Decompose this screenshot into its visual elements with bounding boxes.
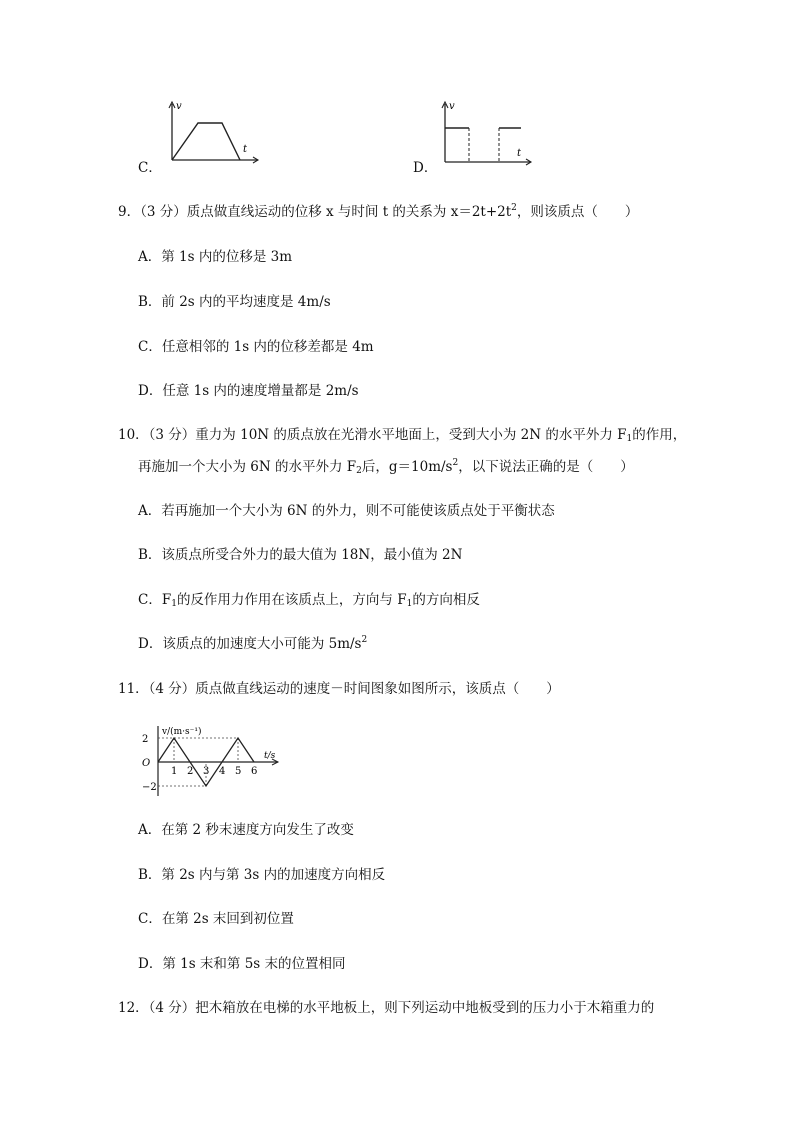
question-10-option-c: [138, 588, 480, 609]
axis-v-label-c: v: [176, 101, 182, 112]
option-c-label: C．: [138, 160, 162, 176]
q10-optc-sub2: 1: [406, 599, 413, 609]
y-tick-label: −2: [142, 782, 157, 793]
question-10-stem-line2: [138, 455, 634, 476]
x-tick-label: 4: [219, 766, 226, 777]
x-tick-label: 2: [187, 766, 194, 777]
question-10-option-d: [138, 632, 367, 652]
q10-line2-sub: 2: [356, 466, 362, 476]
q10-optd-text: D．该质点的加速度大小可能为 5m/s: [138, 636, 362, 652]
axis-t-label-c: t: [243, 144, 248, 155]
q10-line1-tail: 的作用，: [632, 427, 687, 443]
q10-optc-tail: 的方向相反: [412, 592, 480, 608]
question-9-option-d: D．任意 1s 内的速度增量都是 2m/s: [138, 383, 359, 399]
x-tick-label: 3: [203, 766, 210, 777]
x-tick-label: 6: [251, 766, 258, 777]
question-9-option-a: A．第 1s 内的位移是 3m: [138, 249, 293, 265]
x-tick-label: 1: [171, 766, 178, 777]
x-tick-label: 5: [235, 766, 242, 777]
q10-line1-sub: 1: [626, 434, 633, 444]
t-axis-label: t/s: [264, 751, 276, 761]
y-tick-label: 2: [142, 734, 149, 745]
question-11-option-d: D．第 1s 末和第 5s 末的位置相同: [138, 956, 346, 972]
graph-c: [158, 98, 268, 168]
question-9-option-c: C．任意相邻的 1s 内的位移差都是 4m: [138, 339, 374, 355]
question-9-option-b: B．前 2s 内的平均速度是 4m/s: [138, 294, 331, 310]
origin-label: O: [142, 758, 151, 769]
q10-line2-mid: 后，g＝10m/s: [361, 459, 453, 475]
q9-stem-tail: ，则该质点（ ）: [516, 204, 639, 220]
q10-line2-tail: ，以下说法正确的是（ ）: [458, 459, 634, 475]
q10-optc-mid: 的反作用力作用在该质点上，方向与 F: [176, 592, 407, 608]
option-d-label: D．: [413, 160, 438, 176]
q10-line2-sup: 2: [452, 458, 459, 468]
question-11-option-a: A．在第 2 秒末速度方向发生了改变: [138, 822, 354, 838]
axis-t-label-d: t: [517, 148, 522, 159]
q10-line1-text: 10．（3 分）重力为 10N 的质点放在光滑水平地面上，受到大小为 2N 的水平外力 F: [118, 427, 627, 443]
q10-optc-sub1: 1: [171, 599, 177, 609]
figure-d: [413, 98, 543, 176]
question-11-option-c: C．在第 2s 末回到初位置: [138, 911, 294, 927]
graph-d: [433, 98, 543, 168]
q9-stem-sup: 2: [511, 203, 517, 213]
q9-stem-text: 9．（3 分）质点做直线运动的位移 x 与时间 t 的关系为 x＝2t+2t: [118, 204, 512, 220]
axis-v-label-d: v: [449, 101, 455, 112]
question-9-stem: [118, 200, 638, 220]
v-axis-label: v/(m·s⁻¹): [162, 727, 202, 737]
q10-optc-text: C．F: [138, 592, 172, 608]
question-12-stem: 12．（4 分）把木箱放在电梯的水平地板上，则下列运动中地板受到的压力小于木箱重力的: [118, 1000, 655, 1016]
question-11-option-b: B．第 2s 内与第 3s 内的加速度方向相反: [138, 867, 386, 883]
figure-c: [138, 98, 268, 176]
question-10-option-b: B．该质点所受合外力的最大值为 18N，最小值为 2N: [138, 547, 463, 563]
question-10-option-a: A．若再施加一个大小为 6N 的外力，则不可能使该质点处于平衡状态: [138, 503, 555, 519]
question-10-stem-line1: [118, 423, 686, 444]
q10-line2-text: 再施加一个大小为 6N 的水平外力 F: [138, 459, 357, 475]
velocity-time-graph: [138, 720, 288, 800]
q10-optd-sup: 2: [361, 635, 368, 645]
question-11-stem: 11．（4 分）质点做直线运动的速度－时间图象如图所示，该质点（ ）: [118, 681, 560, 697]
